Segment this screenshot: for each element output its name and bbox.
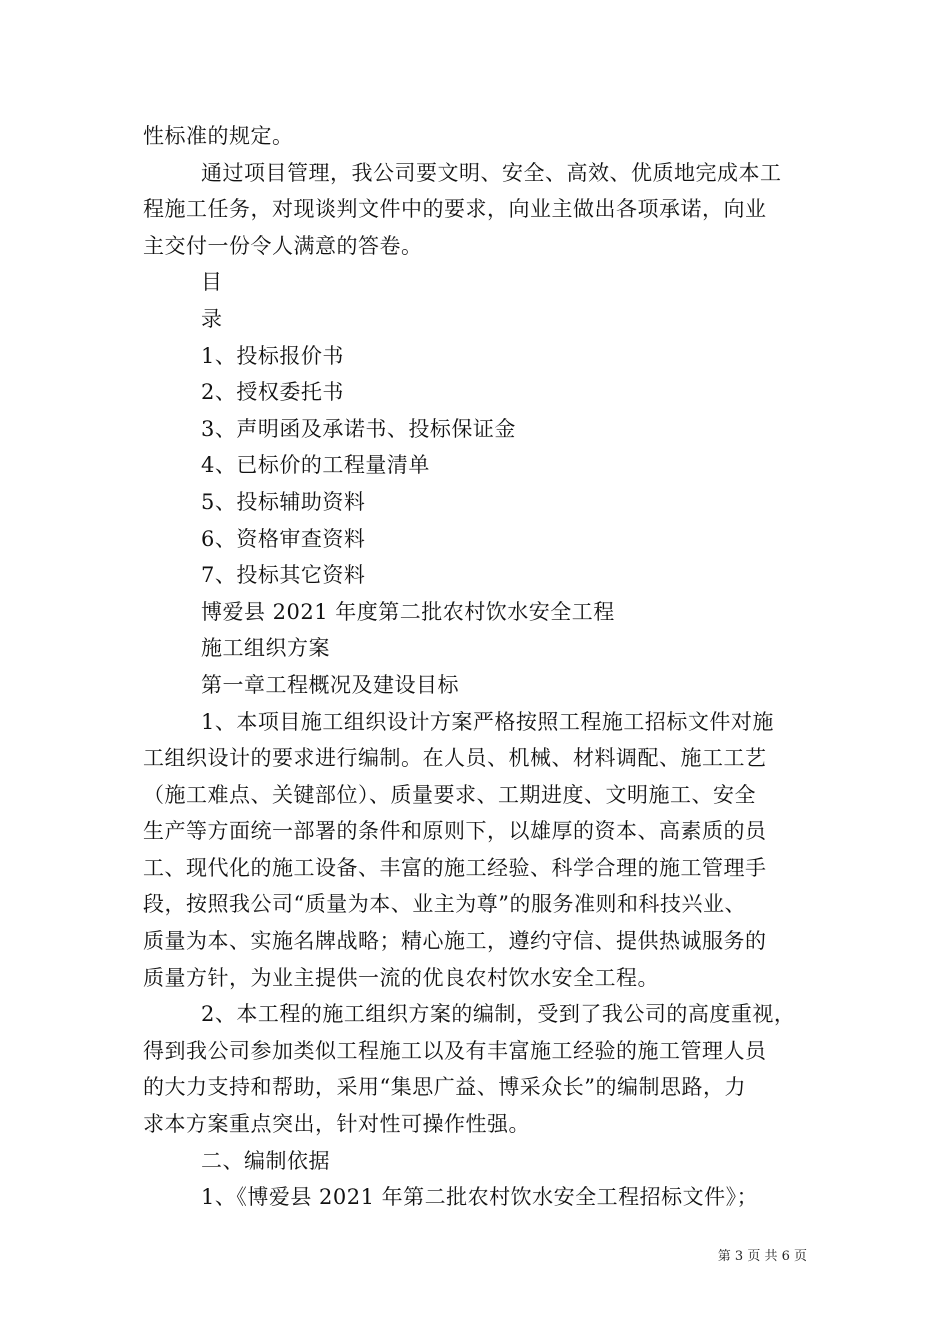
document-body bbox=[143, 118, 823, 1216]
text-line: 施工组织方案 bbox=[201, 636, 330, 661]
text-line: 7、投标其它资料 bbox=[201, 563, 366, 588]
text-line: 质量方针，为业主提供一流的优良农村饮水安全工程。 bbox=[143, 965, 659, 990]
text-line: 质量为本、实施名牌战略；精心施工，遵约守信、提供热诚服务的 bbox=[143, 929, 767, 954]
text-line: 段，按照我公司“质量为本、业主为尊”的服务准则和科技兴业、 bbox=[143, 892, 746, 917]
text-line: 二、编制依据 bbox=[201, 1148, 330, 1173]
text-line: 5、投标辅助资料 bbox=[201, 489, 366, 514]
text-line: 6、资格审查资料 bbox=[201, 526, 366, 551]
text-line: 求本方案重点突出，针对性可操作性强。 bbox=[143, 1112, 530, 1137]
text-line: 通过项目管理，我公司要文明、安全、高效、优质地完成本工 bbox=[201, 160, 782, 185]
text-line: 工组织设计的要求进行编制。在人员、机械、材料调配、施工工艺 bbox=[143, 746, 767, 771]
text-line: 的大力支持和帮助，采用“集思广益、博采众长”的编制思路，力 bbox=[143, 1075, 746, 1100]
text-line: 工、现代化的施工设备、丰富的施工经验、科学合理的施工管理手 bbox=[143, 855, 767, 880]
text-line: 得到我公司参加类似工程施工以及有丰富施工经验的施工管理人员 bbox=[143, 1038, 767, 1063]
text-line: （施工难点、关键部位）、质量要求、工期进度、文明施工、安全 bbox=[143, 782, 756, 807]
text-line: 博爱县 2021 年度第二批农村饮水安全工程 bbox=[201, 599, 615, 624]
text-line: 录 bbox=[201, 306, 223, 331]
text-line: 2、本工程的施工组织方案的编制，受到了我公司的高度重视， bbox=[201, 1002, 796, 1027]
text-line: 第一章工程概况及建设目标 bbox=[201, 672, 459, 697]
text-line: 3、声明函及承诺书、投标保证金 bbox=[201, 416, 516, 441]
text-line: 2、授权委托书 bbox=[201, 380, 344, 405]
page-footer: 第 3 页 共 6 页 bbox=[717, 1249, 807, 1264]
text-line: 生产等方面统一部署的条件和原则下，以雄厚的资本、高素质的员 bbox=[143, 819, 767, 844]
text-line: 性标准的规定。 bbox=[143, 124, 294, 148]
text-line: 主交付一份令人满意的答卷。 bbox=[143, 233, 423, 258]
text-line: 4、已标价的工程量清单 bbox=[201, 453, 430, 478]
text-line: 1、投标报价书 bbox=[201, 343, 344, 368]
text-line: 目 bbox=[201, 270, 223, 295]
text-line: 1、本项目施工组织设计方案严格按照工程施工招标文件对施 bbox=[201, 709, 774, 734]
text-line: 程施工任务，对现谈判文件中的要求，向业主做出各项承诺，向业 bbox=[143, 197, 767, 222]
text-line: 1、《博爱县 2021 年第二批农村饮水安全工程招标文件》； bbox=[201, 1185, 759, 1210]
